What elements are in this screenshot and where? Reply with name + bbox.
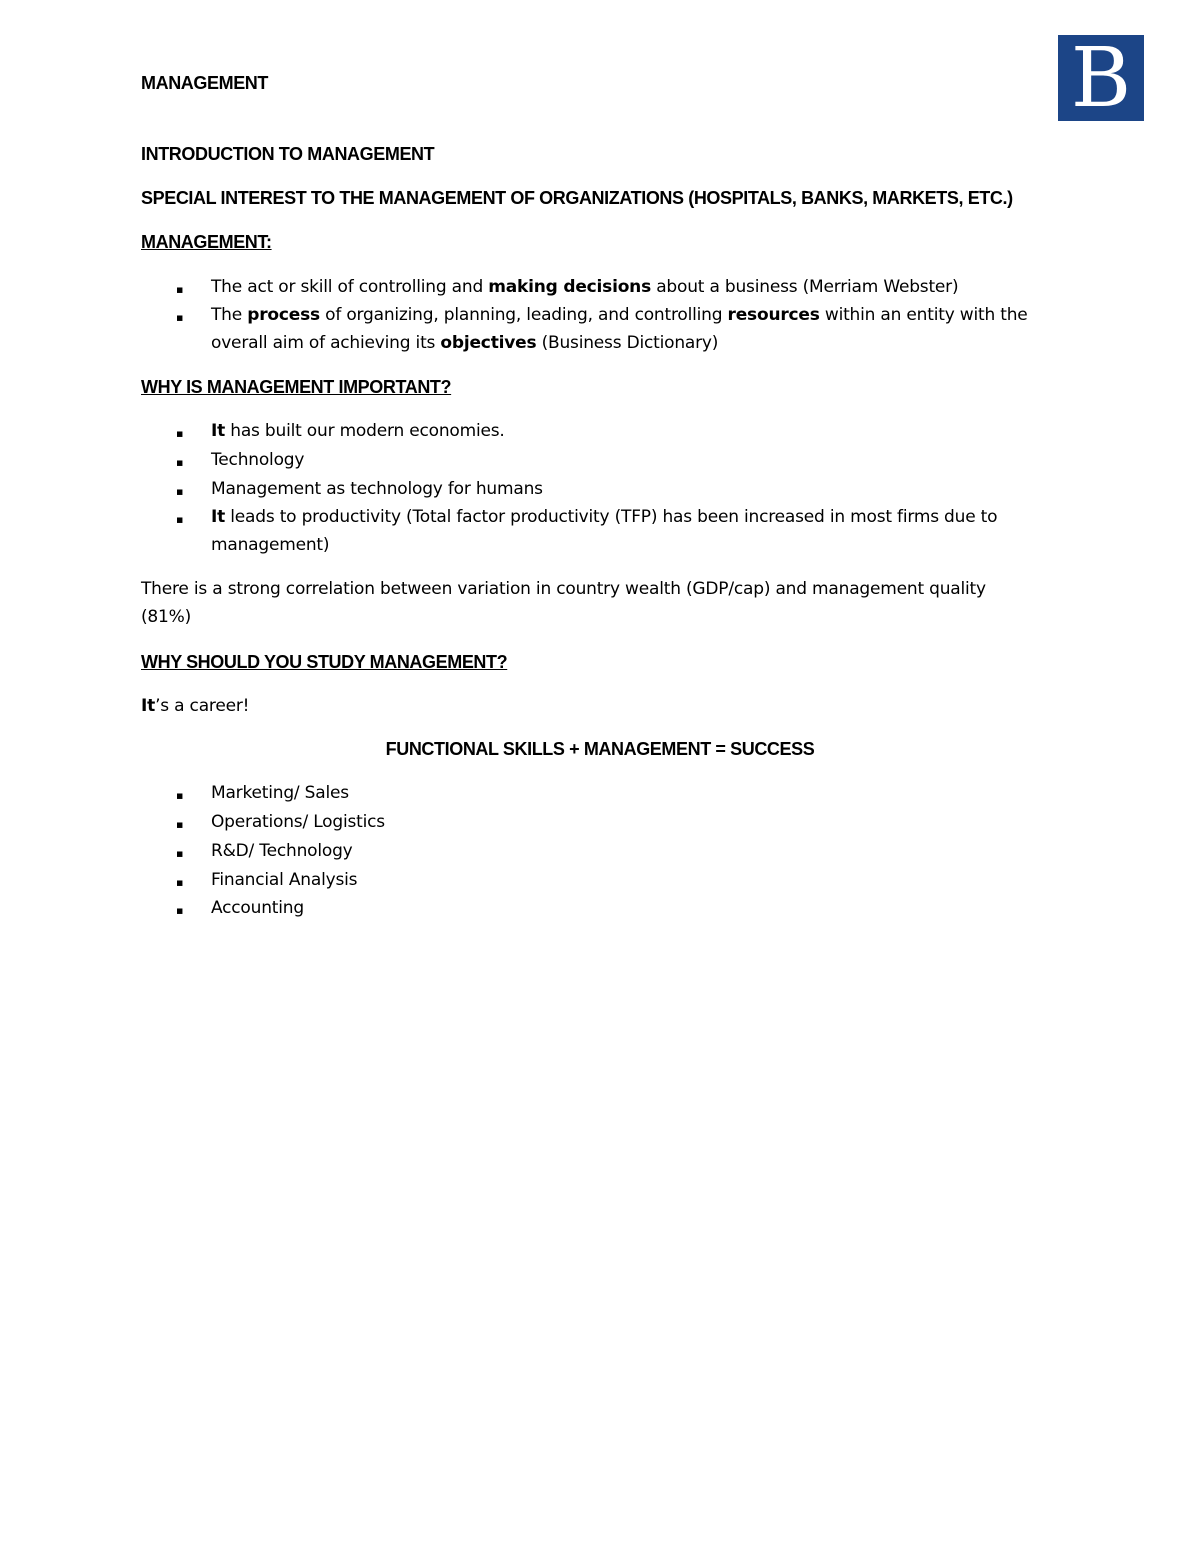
logo-letter: B bbox=[1070, 31, 1132, 126]
definition-item-2-cont: overall aim of achieving its objectives (Business Dictionary) bbox=[211, 333, 719, 353]
success-formula: FUNCTIONAL SKILLS + MANAGEMENT = SUCCESS bbox=[385, 739, 815, 759]
definition-item-1: The act or skill of controlling and making decisions about a business (Merriam Webster) bbox=[211, 277, 959, 297]
bullet-icon: ▪ bbox=[176, 513, 184, 526]
correlation-text-line-2: (81%) bbox=[141, 607, 192, 627]
skill-item-rd: R&D/ Technology bbox=[211, 841, 353, 861]
why-item-1: It has built our modern economies. bbox=[211, 421, 505, 441]
bullet-icon: ▪ bbox=[176, 283, 184, 296]
bullet-icon: ▪ bbox=[176, 818, 184, 831]
brand-logo bbox=[1058, 31, 1144, 126]
why-item-4-cont: management) bbox=[211, 535, 330, 555]
why-item-3: Management as technology for humans bbox=[211, 479, 543, 499]
why-study-heading: WHY SHOULD YOU STUDY MANAGEMENT? bbox=[141, 652, 508, 672]
bullet-icon: ▪ bbox=[176, 427, 184, 440]
bullet-icon: ▪ bbox=[176, 456, 184, 469]
bullet-icon: ▪ bbox=[176, 847, 184, 860]
why-important-heading: WHY IS MANAGEMENT IMPORTANT? bbox=[141, 377, 452, 397]
document-title: MANAGEMENT bbox=[141, 73, 268, 93]
skill-item-accounting: Accounting bbox=[211, 898, 304, 918]
skill-item-financial: Financial Analysis bbox=[211, 870, 358, 890]
correlation-text-line-1: There is a strong correlation between variation in country wealth (GDP/cap) and management quality bbox=[141, 579, 986, 599]
skill-item-operations: Operations/ Logistics bbox=[211, 812, 385, 832]
career-text: It’s a career! bbox=[141, 696, 250, 716]
bullet-icon: ▪ bbox=[176, 904, 184, 917]
bullet-icon: ▪ bbox=[176, 876, 184, 889]
why-item-4: It leads to productivity (Total factor productivity (TFP) has been increased in most firms due to bbox=[211, 507, 998, 527]
special-interest-heading: SPECIAL INTEREST TO THE MANAGEMENT OF ORGANIZATIONS (HOSPITALS, BANKS, MARKETS, ETC.) bbox=[141, 188, 1013, 208]
skill-item-marketing: Marketing/ Sales bbox=[211, 783, 349, 803]
bullet-icon: ▪ bbox=[176, 485, 184, 498]
management-definition-heading: MANAGEMENT: bbox=[141, 232, 272, 252]
why-item-2: Technology bbox=[211, 450, 305, 470]
bullet-icon: ▪ bbox=[176, 789, 184, 802]
definition-item-2: The process of organizing, planning, leading, and controlling resources within an entity with the bbox=[211, 305, 1028, 325]
bullet-icon: ▪ bbox=[176, 311, 184, 324]
intro-heading: INTRODUCTION TO MANAGEMENT bbox=[141, 144, 435, 164]
